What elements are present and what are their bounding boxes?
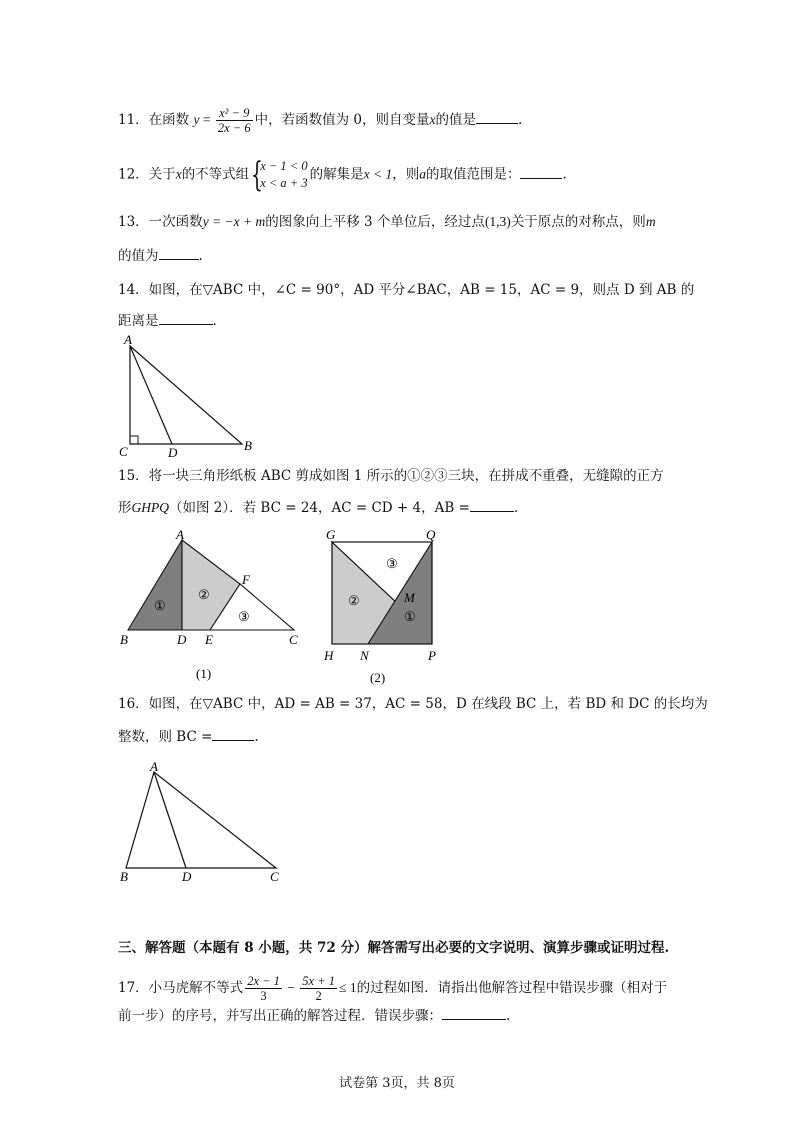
q12-param: a (419, 166, 426, 182)
question-17-line-1 (118, 974, 667, 1003)
piece-1 (128, 540, 182, 630)
q17-relation: ≤ 1 (339, 980, 357, 995)
piece-2-label: ② (348, 593, 360, 608)
q11-text-3: 的值是 (435, 112, 476, 128)
q11-text-2: 中，若函数值为 0，则自变量 (254, 112, 430, 128)
q11-denominator: 2x − 6 (217, 121, 251, 135)
q13-text-3: 关于原点的对称点，则 (510, 214, 646, 230)
q11-text: 11．在函数 (118, 112, 190, 128)
q14-end: . (212, 313, 217, 329)
label-f: F (242, 572, 250, 587)
label-b: B (120, 869, 128, 884)
q17-num-1: 2x − 1 (247, 974, 280, 988)
q11-numerator: x² − 9 (216, 106, 253, 121)
q14-text: 距离是 (118, 313, 159, 329)
question-13-line-1 (118, 212, 656, 232)
q13-point: (1,3) (484, 214, 511, 229)
q17-text-2: 的过程如图．请指出他解答过程中错误步骤（相对于 (356, 980, 668, 996)
label-c: C (289, 632, 298, 647)
figure-15-1 (116, 526, 316, 686)
piece-3-label: ③ (386, 556, 398, 571)
question-11 (118, 106, 522, 135)
q13-text-2: 的图象向上平移 3 个单位后，经过点 (265, 214, 485, 230)
question-17-line-2 (118, 1006, 510, 1026)
figure-16 (112, 756, 292, 886)
q17-fraction-2 (300, 974, 337, 1003)
q12-var: x (175, 166, 182, 182)
q17-end: . (506, 1008, 511, 1024)
q11-answer-blank[interactable] (476, 111, 518, 124)
label-a: A (150, 759, 158, 774)
q11-fraction (216, 106, 253, 135)
caption-2: (2) (370, 670, 386, 685)
figure-15-2 (320, 524, 450, 686)
q17-text-3: 前一步）的序号，并写出正确的解答过程．错误步骤： (118, 1008, 442, 1024)
q12-text-4: ，则 (392, 166, 420, 183)
piece-2-label: ② (198, 587, 210, 602)
q15-answer-blank[interactable] (470, 499, 514, 512)
q17-den-2: 2 (315, 989, 322, 1003)
triangle-abc (130, 346, 242, 444)
label-d: D (168, 445, 178, 460)
figure-14 (110, 330, 270, 460)
piece-3-label: ③ (238, 609, 250, 624)
segment-ad (130, 346, 172, 444)
q13-answer-blank[interactable] (159, 247, 199, 260)
label-d: D (182, 869, 192, 884)
piece-1-label: ① (154, 598, 166, 613)
q12-solution: x < 1 (363, 166, 393, 182)
q14-answer-blank[interactable] (159, 312, 213, 325)
q17-minus: − (283, 980, 299, 995)
label-c: C (270, 869, 279, 884)
q11-eq: = (199, 112, 214, 127)
label-g: G (326, 527, 336, 542)
section-3-title: 三、解答题（本题有 8 小题，共 72 分）解答需写出必要的文字说明、演算步骤或证明过程. (118, 940, 670, 956)
q15-text-2: （如图 2）．若 BC = 24，AC = CD + 4，AB = (169, 500, 470, 516)
q16-answer-blank[interactable] (212, 728, 254, 741)
label-c: C (119, 444, 128, 459)
label-q: Q (426, 527, 436, 542)
q17-num-2: 5x + 1 (302, 974, 336, 988)
q17-fraction-1 (245, 974, 282, 1003)
q15-end: . (513, 500, 519, 516)
piece-1-label: ① (404, 609, 416, 624)
q13-m: m (645, 214, 656, 229)
label-n: N (360, 648, 369, 663)
q16-end: . (254, 729, 259, 745)
question-12 (118, 155, 567, 195)
q11-end: . (517, 112, 523, 128)
q12-text: 12．关于 (118, 166, 176, 183)
q13-function: y = −x + m (202, 214, 266, 229)
question-15-line-1: 15．将一块三角形纸板 ABC 剪成如图 1 所示的①②③三块，在拼成不重叠，无缝隙的正方 (118, 468, 664, 484)
label-d: D (177, 632, 187, 647)
page-footer: 试卷第 3页，共 8页 (339, 1076, 455, 1091)
q12-answer-blank[interactable] (520, 166, 562, 179)
q12-text-3: 的解集是 (309, 166, 364, 183)
brace-icon: { (251, 155, 264, 195)
q17-den-1: 3 (260, 989, 267, 1003)
triangle-abc (126, 772, 276, 868)
segment-ad (154, 772, 186, 868)
label-h: H (324, 648, 334, 663)
caption-1: (1) (196, 666, 212, 681)
q12-row-1: x − 1 < 0 (260, 159, 308, 173)
q17-answer-blank[interactable] (442, 1007, 506, 1020)
label-p: P (428, 648, 436, 663)
q17-text: 17．小马虎解不等式 (118, 980, 244, 996)
label-m: M (404, 590, 415, 605)
q11-var: x (429, 112, 436, 127)
label-e: E (205, 632, 213, 647)
q16-text: 整数，则 BC = (118, 729, 213, 745)
q13-text-4: 的值为 (118, 248, 159, 264)
q12-text-5: 的取值范围是： (425, 166, 521, 183)
q12-end: . (562, 166, 567, 183)
label-b: B (244, 438, 252, 453)
q15-text: 形 (118, 500, 132, 516)
q13-end: . (198, 248, 203, 264)
q11-func-lhs: y (193, 112, 200, 127)
question-14-line-2 (118, 311, 217, 331)
q12-inequality-system (251, 155, 308, 195)
question-14-line-1: 14．如图，在▽ABC 中，∠C = 90°，AD 平分∠BAC，AB = 15，AC = 9，则点 D 到 AB 的 (118, 282, 695, 298)
question-16-line-2 (118, 727, 259, 747)
q12-row-2: x < a + 3 (260, 176, 308, 190)
label-a: A (124, 332, 132, 347)
label-a: A (176, 527, 184, 542)
q12-text-2: 的不等式组 (181, 166, 250, 183)
label-b: B (120, 632, 128, 647)
question-13-line-2 (118, 246, 203, 266)
right-angle-mark (130, 436, 138, 444)
q15-square: GHPQ (131, 500, 169, 515)
question-15-line-2 (118, 498, 518, 518)
question-16-line-1: 16．如图，在▽ABC 中，AD = AB = 37，AC = 58，D 在线段 BC 上，若 BD 和 DC 的长均为 (118, 696, 708, 712)
q13-text: 13．一次函数 (118, 214, 203, 230)
